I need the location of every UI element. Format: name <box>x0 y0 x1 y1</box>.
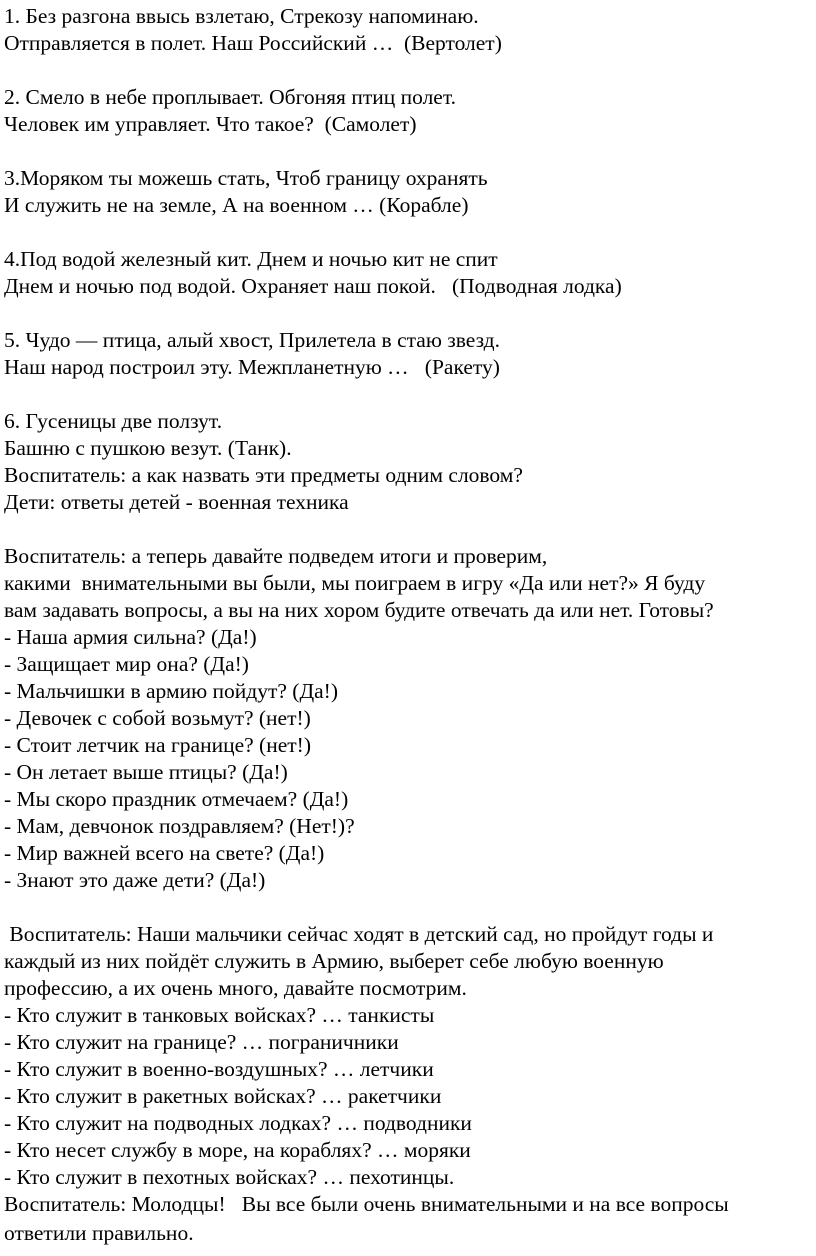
professions-intro-line-3: профессию, а их очень много, давайте посмотрим. <box>4 976 467 1000</box>
riddle-2 <box>4 84 812 138</box>
riddle-6 <box>4 408 812 516</box>
game-intro-line-1: Воспитатель: а теперь давайте подведем итоги и проверим, <box>4 544 548 568</box>
riddle-3-line-2: И служить не на земле, А на военном … (Корабле) <box>4 193 469 217</box>
paragraph-gap <box>4 300 812 327</box>
riddle-6-line-1: 6. Гусеницы две ползут. <box>4 409 223 433</box>
game-question: - Мальчишки в армию пойдут? (Да!) <box>4 679 338 703</box>
professions-section <box>4 921 812 1247</box>
professions-intro-line-1: Воспитатель: Наши мальчики сейчас ходят в детский сад, но пройдут годы и <box>4 922 714 946</box>
riddle-3 <box>4 165 812 219</box>
riddle-1-line-2: Отправляется в полет. Наш Российский … (Вертолет) <box>4 31 502 55</box>
game-question: - Мы скоро праздник отмечаем? (Да!) <box>4 787 349 811</box>
children-answer-line: Дети: ответы детей - военная техника <box>4 490 349 514</box>
riddle-2-line-1: 2. Смело в небе проплывает. Обгоняя птиц полет. <box>4 85 457 109</box>
paragraph-gap <box>4 138 812 165</box>
teacher-question-line: Воспитатель: а как назвать эти предметы одним словом? <box>4 463 523 487</box>
paragraph-gap <box>4 894 812 921</box>
paragraph-gap <box>4 381 812 408</box>
game-question: - Защищает мир она? (Да!) <box>4 652 249 676</box>
game-question: - Девочек с собой возьмут? (нет!) <box>4 706 311 730</box>
riddle-2-line-2: Человек им управляет. Что такое? (Самолет) <box>4 112 417 136</box>
paragraph-gap <box>4 219 812 246</box>
riddle-1 <box>4 3 812 57</box>
riddle-6-line-2: Башню с пушкою везут. (Танк). <box>4 436 292 460</box>
document-page <box>4 0 812 1247</box>
closing-line-1: Воспитатель: Молодцы! Вы все были очень внимательными и на все вопросы <box>4 1192 729 1216</box>
profession-item: - Кто служит на подводных лодках? … подводники <box>4 1111 472 1135</box>
paragraph-gap <box>4 57 812 84</box>
profession-item: - Кто служит в военно-воздушных? … летчики <box>4 1057 434 1081</box>
riddle-3-line-1: 3.Моряком ты можешь стать, Чтоб границу охранять <box>4 166 488 190</box>
game-section <box>4 543 812 894</box>
riddle-5 <box>4 327 812 381</box>
closing-line-2: ответили правильно. <box>4 1221 194 1245</box>
game-question: - Мам, девчонок поздравляем? (Нет!)? <box>4 814 355 838</box>
professions-intro-line-2: каждый из них пойдёт служить в Армию, выберет себе любую военную <box>4 949 664 973</box>
paragraph-gap <box>4 516 812 543</box>
game-question: - Знают это даже дети? (Да!) <box>4 868 266 892</box>
game-question: - Стоит летчик на границе? (нет!) <box>4 733 311 757</box>
riddle-5-line-2: Наш народ построил эту. Межпланетную … (Ракету) <box>4 355 500 379</box>
game-question: - Мир важней всего на свете? (Да!) <box>4 841 325 865</box>
riddle-5-line-1: 5. Чудо — птица, алый хвост, Прилетела в стаю звезд. <box>4 328 501 352</box>
game-intro-line-3: вам задавать вопросы, а вы на них хором будите отвечать да или нет. Готовы? <box>4 598 714 622</box>
game-question: - Наша армия сильна? (Да!) <box>4 625 257 649</box>
riddle-4-line-2: Днем и ночью под водой. Охраняет наш покой. (Подводная лодка) <box>4 274 622 298</box>
riddle-4-line-1: 4.Под водой железный кит. Днем и ночью кит не спит <box>4 247 498 271</box>
riddle-4 <box>4 246 812 300</box>
profession-item: - Кто несет службу в море, на кораблях? … моряки <box>4 1138 471 1162</box>
profession-item: - Кто служит в ракетных войсках? … ракетчики <box>4 1084 442 1108</box>
profession-item: - Кто служит в танковых войсках? … танкисты <box>4 1003 435 1027</box>
profession-item: - Кто служит на границе? … пограничники <box>4 1030 399 1054</box>
game-question: - Он летает выше птицы? (Да!) <box>4 760 288 784</box>
riddle-1-line-1: 1. Без разгона ввысь взлетаю, Стрекозу напоминаю. <box>4 4 479 28</box>
game-intro-line-2: какими внимательными вы были, мы поиграем в игру «Да или нет?» Я буду <box>4 571 706 595</box>
profession-item: - Кто служит в пехотных войсках? … пехотинцы. <box>4 1165 455 1189</box>
